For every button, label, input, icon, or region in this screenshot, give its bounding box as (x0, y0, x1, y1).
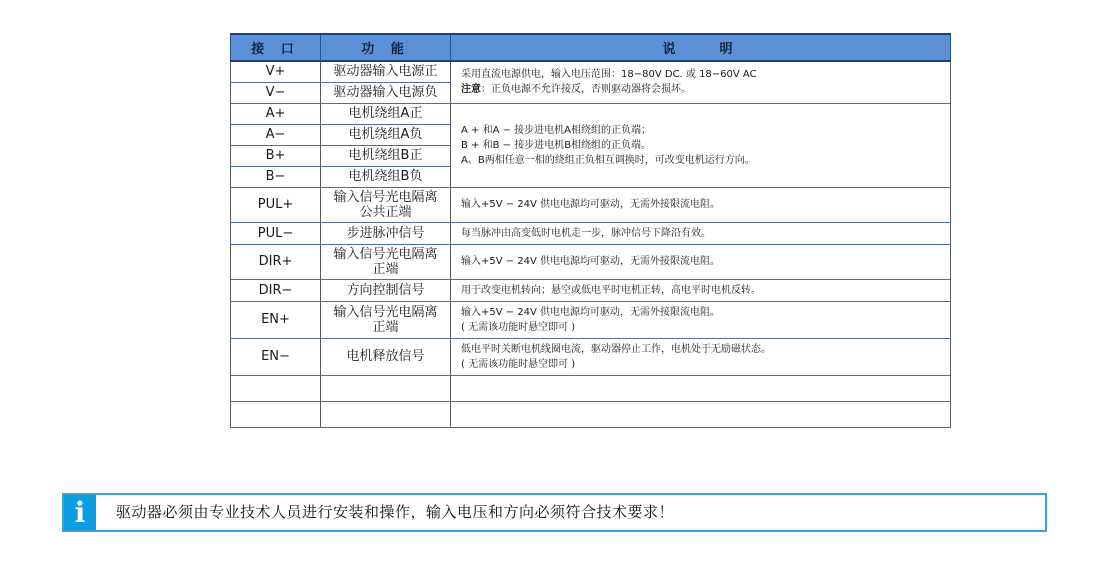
empty-cell (231, 401, 321, 427)
function-cell: 电机绕组B正 (321, 145, 451, 166)
description-line: B + 和B − 接步进电机B相绕组的正负端。 (461, 139, 652, 151)
port-cell: V− (231, 82, 321, 103)
header-port: 接 口 (231, 34, 321, 61)
port-cell: EN− (231, 338, 321, 375)
empty-cell (231, 375, 321, 401)
description-cell-power (451, 61, 951, 103)
port-cell: A− (231, 124, 321, 145)
function-cell (321, 301, 451, 338)
description-line: A + 和A − 接步进电机A相绕组的正负端； (461, 124, 651, 136)
function-line: 公共正端 (359, 204, 412, 220)
function-cell: 电机释放信号 (321, 338, 451, 375)
empty-row (231, 375, 951, 401)
info-icon: i (64, 495, 96, 530)
empty-cell (321, 375, 451, 401)
description-line (461, 82, 940, 97)
description-line: A、B两相任意一相的绕组正负相互调换时，可改变电机运行方向。 (461, 154, 755, 166)
description-line: 采用直流电源供电，输入电压范围：18−80V DC. 或 18−60V AC (461, 69, 757, 81)
table-row (231, 103, 951, 124)
description-cell: 每当脉冲由高变低时电机走一步，脉冲信号下降沿有效。 (451, 222, 951, 244)
port-cell: B+ (231, 145, 321, 166)
table-row (231, 187, 951, 222)
table-row (231, 279, 951, 301)
description-cell: 输入+5V − 24V 供电电源均可驱动，无需外接限流电阻。 (451, 187, 951, 222)
port-cell: EN+ (231, 301, 321, 338)
empty-row (231, 401, 951, 427)
note-text: ：正负电源不允许接反，否则驱动器将会损坏。 (481, 84, 691, 96)
empty-cell (451, 401, 951, 427)
port-cell: DIR− (231, 279, 321, 301)
table-row (231, 301, 951, 338)
table-row (231, 338, 951, 375)
empty-cell (451, 375, 951, 401)
function-cell: 电机绕组A负 (321, 124, 451, 145)
port-cell: PUL+ (231, 187, 321, 222)
function-cell (321, 244, 451, 279)
function-line: 输入信号光电隔离 (333, 304, 438, 320)
port-cell: A+ (231, 103, 321, 124)
function-cell: 电机绕组A正 (321, 103, 451, 124)
function-line: 正端 (372, 319, 399, 335)
function-line: 输入信号光电隔离 (333, 189, 438, 205)
notice-text: 驱动器必须由专业技术人员进行安装和操作，输入电压和方向必须符合技术要求！ (116, 503, 675, 521)
description-cell: 输入+5V − 24V 供电电源均可驱动，无需外接限流电阻。 (451, 244, 951, 279)
description-line: 低电平时关断电机线圈电流，驱动器停止工作，电机处于无励磁状态。 (461, 343, 771, 355)
header-description: 说 明 (451, 34, 951, 61)
function-cell: 电机绕组B负 (321, 166, 451, 187)
port-cell: B− (231, 166, 321, 187)
function-cell: 步进脉冲信号 (321, 222, 451, 244)
function-line: 正端 (372, 261, 399, 277)
function-cell: 驱动器输入电源正 (321, 61, 451, 82)
table-row (231, 244, 951, 279)
description-line: ( 无需该功能时悬空即可 ) (461, 321, 576, 333)
description-line: ( 无需该功能时悬空即可 ) (461, 358, 576, 370)
port-cell: DIR+ (231, 244, 321, 279)
note-label: 注意 (461, 84, 481, 96)
description-cell (451, 338, 951, 375)
notice-box (62, 493, 1047, 532)
function-line: 输入信号光电隔离 (333, 246, 438, 262)
description-cell-motor (451, 103, 951, 187)
description-cell (451, 301, 951, 338)
description-cell: 用于改变电机转向；悬空或低电平时电机正转，高电平时电机反转。 (451, 279, 951, 301)
table-row (231, 222, 951, 244)
port-function-table (230, 33, 951, 428)
function-cell: 驱动器输入电源负 (321, 82, 451, 103)
function-cell: 方向控制信号 (321, 279, 451, 301)
table-header-row (231, 34, 951, 61)
port-cell: V+ (231, 61, 321, 82)
header-function: 功 能 (321, 34, 451, 61)
function-cell (321, 187, 451, 222)
description-line: 输入+5V − 24V 供电电源均可驱动，无需外接限流电阻。 (461, 306, 721, 318)
table-row (231, 61, 951, 82)
empty-cell (321, 401, 451, 427)
port-cell: PUL− (231, 222, 321, 244)
